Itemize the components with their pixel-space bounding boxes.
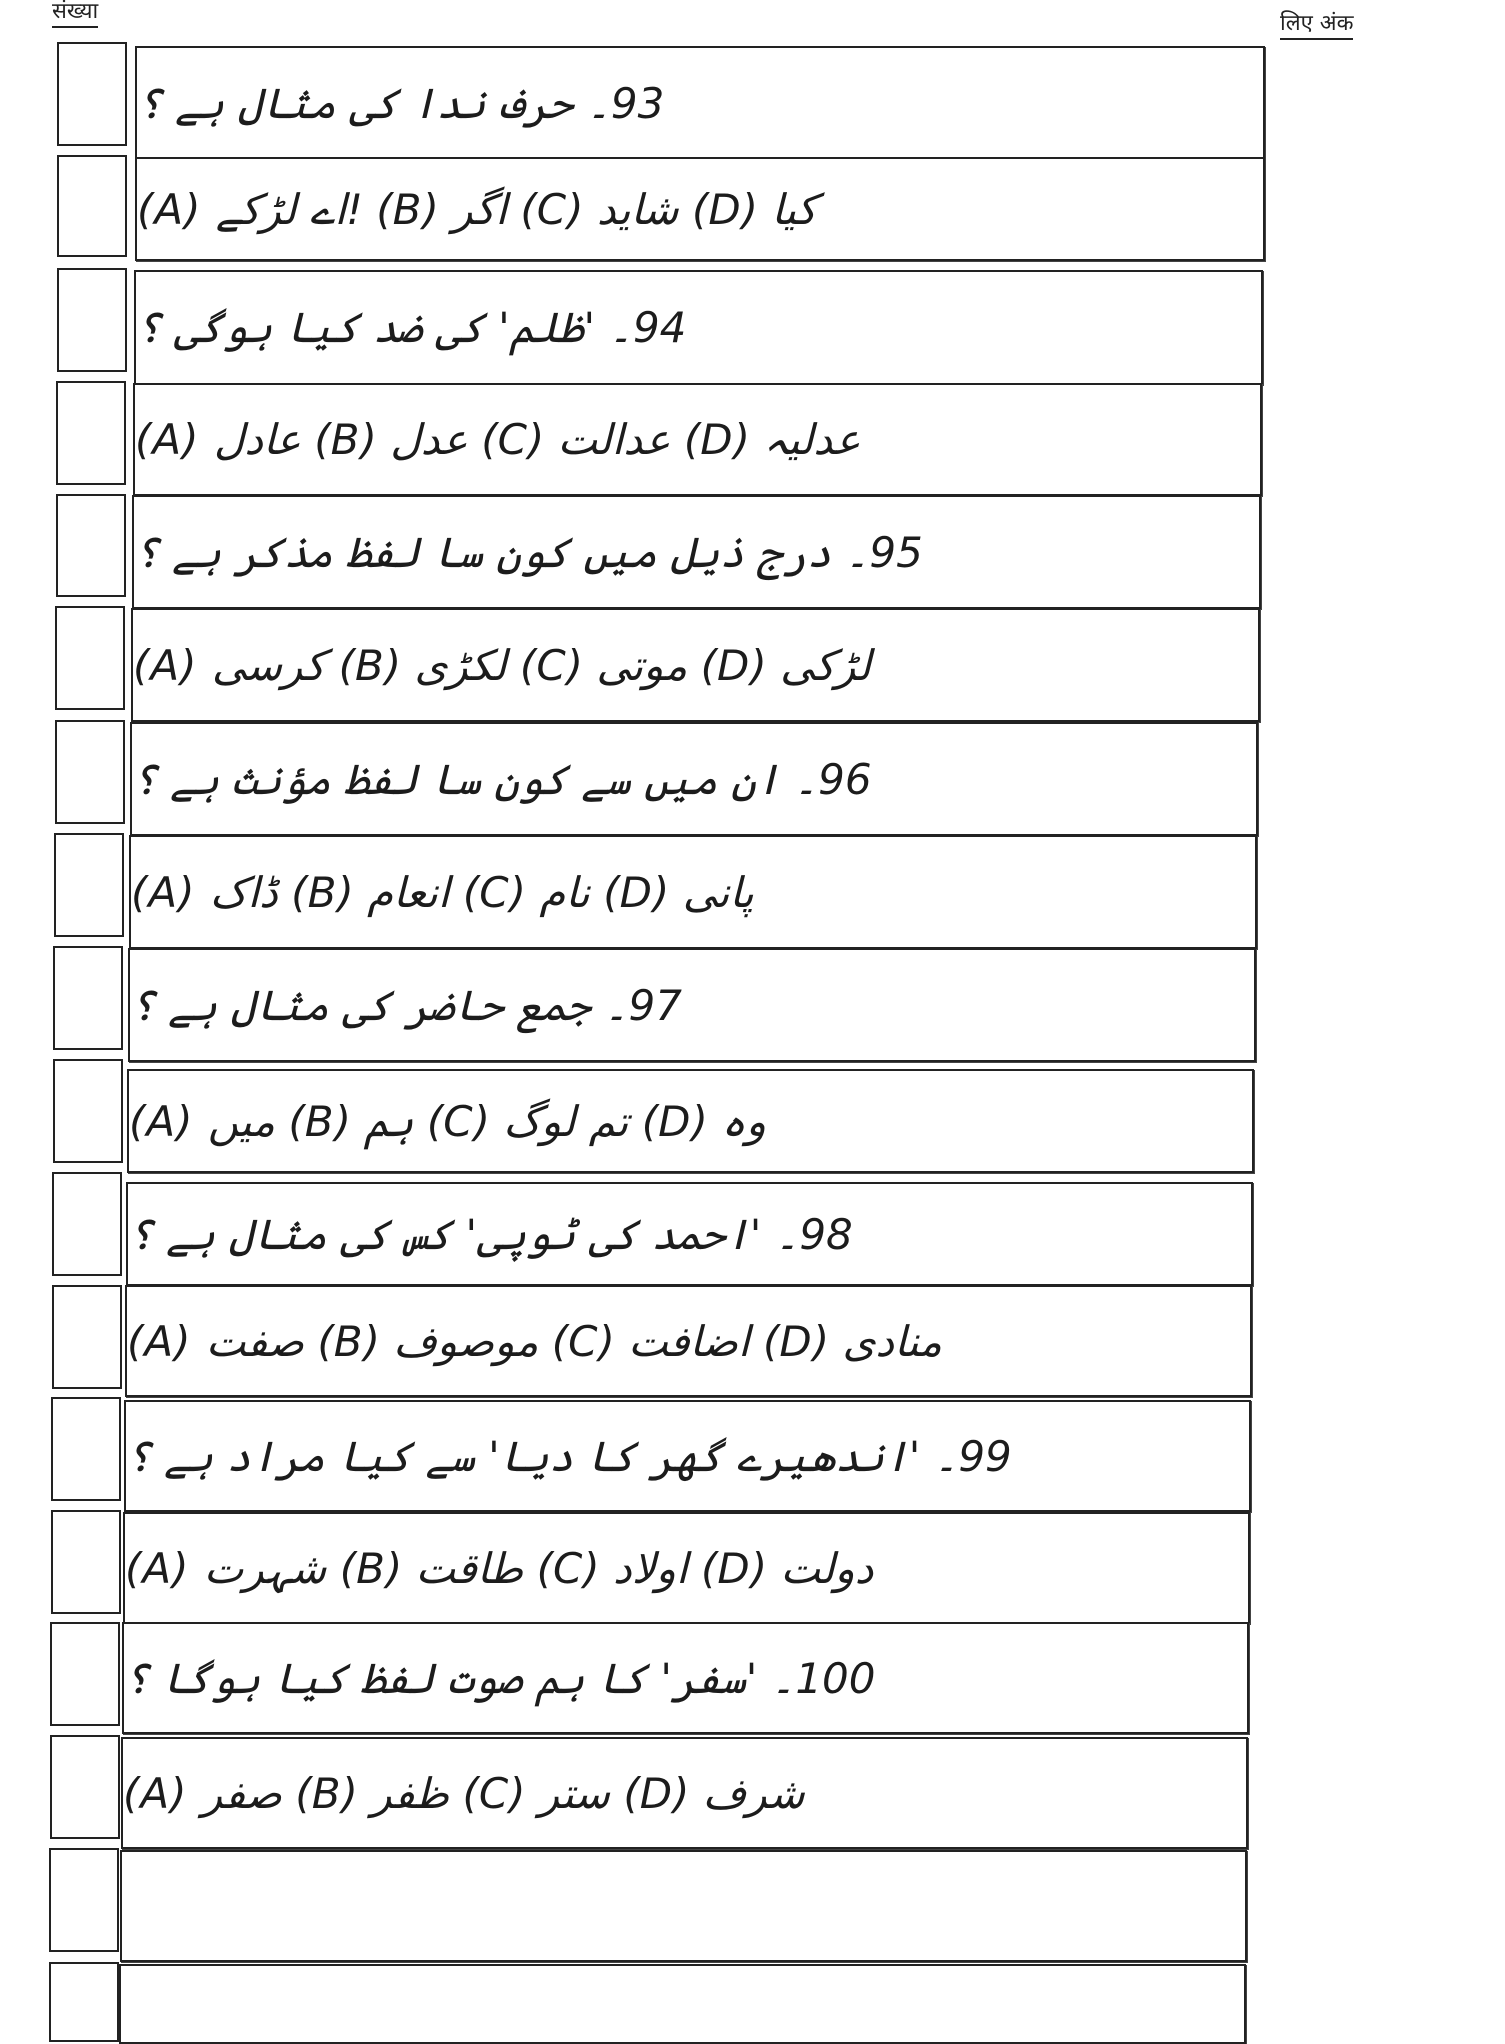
line-text: 95۔ درج ذیل میں کون سا لفظ مذکر ہے ؟ [134,527,923,577]
line-text: (A) کرسی (B) لکڑی (C) موتی (D) لڑکی [133,640,872,690]
margin-box [57,155,127,257]
margin-box [52,1285,122,1389]
line-text: (A) اے لڑکے! (B) اگر (C) شاید (D) کیا [137,184,817,234]
line-text: 93۔ حرف ندا کی مثال ہے ؟ [137,78,665,128]
line-text: 97۔ جمع حاضر کی مثال ہے ؟ [130,980,682,1030]
margin-box [53,1059,123,1163]
margin-box [57,268,127,372]
option-line [135,157,1265,261]
margin-box [56,381,126,485]
line-text: (A) عادل (B) عدل (C) عدالت (D) عدلیہ [135,415,861,464]
question-line [134,270,1263,385]
margin-box [49,1848,119,1952]
option-line [129,835,1257,949]
line-text: (A) ڈاک (B) انعام (C) نام (D) پانی [131,867,754,917]
margin-box [55,606,125,710]
question-line [132,495,1261,609]
question-line [122,1622,1249,1734]
line-text: (A) میں (B) ہم (C) تم لوگ (D) وہ [129,1096,767,1146]
question-line [135,46,1265,160]
header-left-label: संख्या [52,0,98,28]
margin-box [50,1735,120,1839]
option-line [125,1285,1252,1397]
margin-box [51,1510,121,1614]
line-text: 96۔ ان میں سے کون سا لفظ مؤنث ہے ؟ [132,754,872,804]
line-text: (A) صفت (B) موصوف (C) اضافت (D) منادی [127,1316,943,1366]
header-right-label: लिए अंक [1280,12,1353,40]
option-line [133,383,1262,496]
line-text: 98۔ 'احمد کی ٹوپی' کس کی مثال ہے ؟ [128,1209,853,1259]
option-line [131,608,1260,722]
empty-line [120,1850,1247,1962]
line-text: (A) صفر (B) ظفر (C) ستر (D) شرف [123,1768,805,1818]
question-line [130,722,1258,836]
empty-line [119,1964,1246,2044]
margin-box [54,833,124,937]
option-line [121,1737,1248,1849]
question-line [124,1400,1251,1512]
line-text: 99۔ 'اندھیرے گھر کا دیا' سے کیا مراد ہے ؟ [126,1431,1012,1481]
margin-box [50,1622,120,1726]
line-text: 94۔ 'ظلم' کی ضد کیا ہوگی ؟ [136,303,687,352]
margin-box [49,1962,119,2042]
line-text: (A) شہرت (B) طاقت (C) اولاد (D) دولت [125,1543,874,1593]
margin-box [53,946,123,1050]
question-line [126,1182,1253,1286]
option-line [123,1512,1250,1624]
margin-box [51,1397,121,1501]
question-line [128,948,1256,1062]
margin-box [52,1172,122,1276]
line-text: 100۔ 'سفر' کا ہم صوت لفظ کیا ہوگا ؟ [124,1653,876,1703]
option-line [127,1069,1254,1173]
margin-box [57,42,127,146]
margin-box [55,720,125,824]
margin-box [56,494,126,597]
